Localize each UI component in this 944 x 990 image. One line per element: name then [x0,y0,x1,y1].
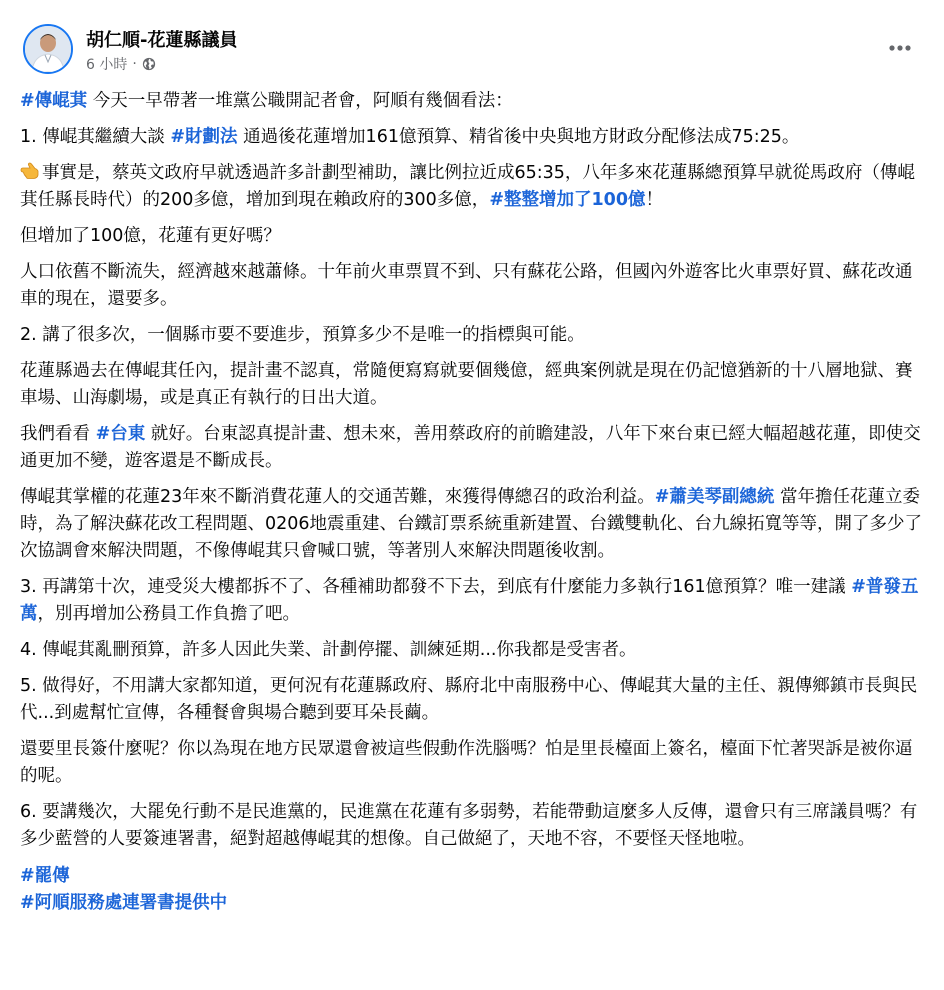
paragraph-8 [20,421,924,475]
hashtag-list [20,863,924,917]
paragraph-2 [20,124,924,151]
paragraph-14: 6. 要講幾次，大罷免行動不是民進黨的，民進黨在花蓮有多弱勢，若能帶動這麼多人反傳，還會只有三席議員嗎？有多少藍營的人要簽連署書，絕對超越傳崐萁的想像。自己做絕了，天地不容，不要怪天怪地啦。 [20,802,918,849]
paragraph-13: 還要里長簽什麼呢？你以為現在地方民眾還會被這些假動作洗腦嗎？怕是里長檯面上簽名，檯面下忙著哭訴是被你逼的呢。 [20,739,913,786]
post-body [20,88,924,917]
hashtag-link[interactable]: #罷傳 [20,866,70,886]
paragraph-7: 花蓮縣過去在傳崐萁任內，提計畫不認真，常隨便寫寫就要個幾億，經典案例就是現在仍記憶猶新的十八層地獄、賽車場、山海劇場，或是真正有執行的日出大道。 [20,361,913,408]
hashtag-link[interactable]: #蕭美琴副總統 [654,487,775,507]
globe-icon[interactable] [142,57,156,71]
paragraph-text: ！ [645,190,664,210]
paragraph-text: 今天一早帶著一堆黨公職開記者會，阿順有幾個看法： [87,91,513,111]
author-name[interactable]: 胡仁順-花蓮縣議員 [86,30,238,51]
paragraph-text: 1. 傳崐萁繼續大談 [20,127,171,147]
hashtag-link[interactable]: #普發五萬 [20,577,919,624]
post-timestamp[interactable]: 6 小時 [86,57,128,73]
meta-separator: · [132,56,137,72]
more-horizontal-icon [888,44,912,52]
hashtag-link[interactable]: #財劃法 [170,127,238,147]
paragraph-text: 我們看看 [20,424,96,444]
author-avatar[interactable] [23,24,73,74]
paragraph-4: 但增加了100億，花蓮有更好嗎？ [20,226,281,246]
paragraph-12: 5. 做得好，不用講大家都知道，更何況有花蓮縣政府、縣府北中南服務中心、傳崐萁大量的主任、親傳鄉鎮市長與民代...到處幫忙宣傳，各種餐會與場合聽到要耳朵長繭。 [20,676,918,723]
pointing-hand-emoji-icon [20,162,40,180]
hashtag-link[interactable]: #傳崐萁 [20,91,88,111]
paragraph-text: 事實是，蔡英文政府早就透過許多計劃型補助，讓比例拉近成65:35，八年多來花蓮縣總預算早就從馬政府（傳崐萁任縣長時代）的200多億，增加到現在賴政府的300多億， [20,163,915,210]
paragraph-11: 4. 傳崐萁亂刪預算，許多人因此失業、計劃停擺、訓練延期...你我都是受害者。 [20,640,637,660]
paragraph-text: 就好。台東認真提計畫、想未來，善用蔡政府的前瞻建設，八年下來台東已經大幅超越花蓮，即使交通更加不變，遊客還是不斷成長。 [20,424,921,471]
more-options-button[interactable] [882,30,918,66]
post-meta [86,54,156,74]
paragraph-text: 3. 再講第十次，連受災大樓都拆不了、各種補助都發不下去，到底有什麼能力多執行161億預算？唯一建議 [20,577,852,597]
avatar-person-icon [25,26,71,72]
paragraph-text: 通過後花蓮增加161億預算、精省後中央與地方財政分配修法成75:25。 [237,127,800,147]
paragraph-6: 2. 講了很多次，一個縣市要不要進步，預算多少不是唯一的指標與可能。 [20,325,585,345]
hashtag-link[interactable]: #台東 [95,424,146,444]
hashtag-link[interactable]: #阿順服務處連署書提供中 [20,893,228,913]
paragraph-5: 人口依舊不斷流失，經濟越來越蕭條。十年前火車票買不到、只有蘇花公路，但國內外遊客比火車票好買、蘇花改通車的現在，還要多。 [20,262,913,309]
paragraph-9 [20,484,924,565]
paragraph-3 [20,160,924,214]
paragraph-text: 傳崐萁掌權的花蓮23年來不斷消費花蓮人的交通苦難，來獲得傳總召的政治利益。 [20,487,655,507]
post-header [20,0,924,84]
paragraph-text: ，別再增加公務員工作負擔了吧。 [37,604,300,624]
paragraph-text: 當年擔任花蓮立委時，為了解決蘇花改工程問題、0206地震重建、台鐵訂票系統重新建置、台鐵雙軌化、台九線拓寬等等，開了多少了次協調會來解決問題，不像傳崐萁只會喊口號，等著別人來解決問題後收割。 [20,487,923,561]
paragraph-1 [20,88,924,115]
hashtag-link[interactable]: #整整增加了100億 [489,190,646,210]
paragraph-10 [20,574,924,628]
